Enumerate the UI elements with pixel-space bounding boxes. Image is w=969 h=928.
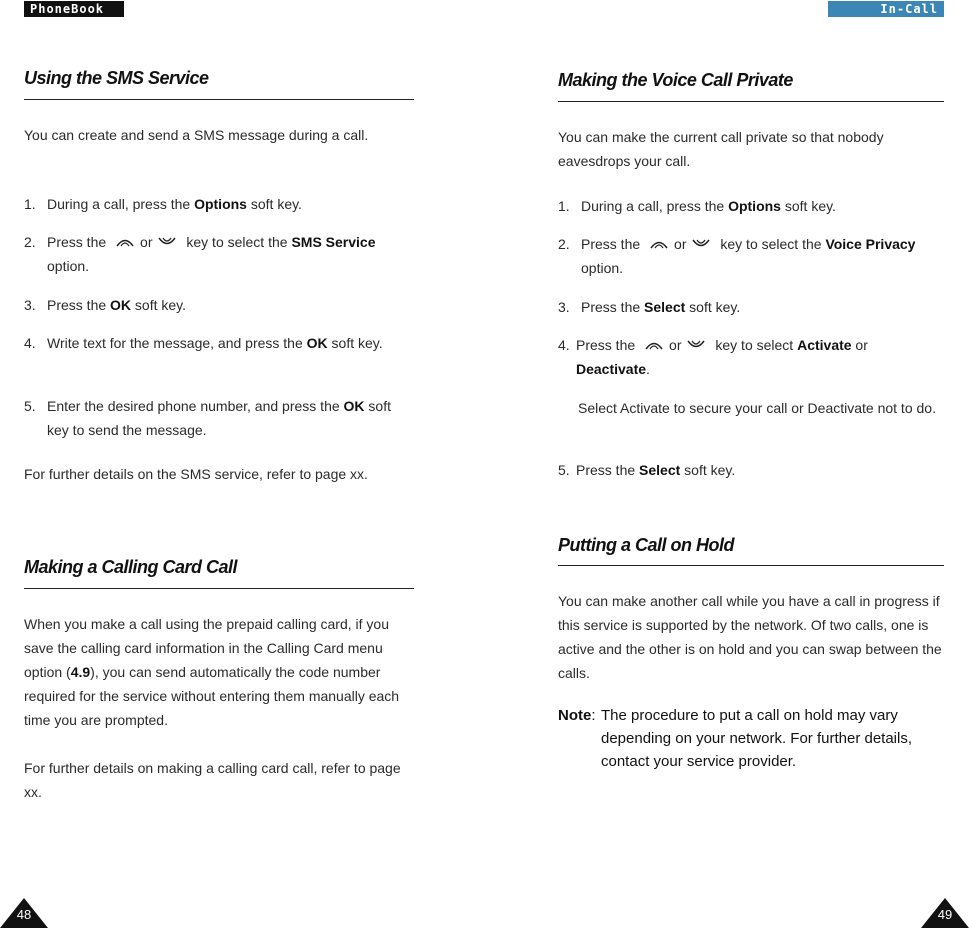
hold-title-rule bbox=[558, 565, 944, 566]
calling-card-section-title: Making a Calling Card Call bbox=[24, 557, 238, 577]
sms-section-title: Using the SMS Service bbox=[24, 68, 209, 88]
privacy-step-1: 1. During a call, press the Options soft key. bbox=[558, 198, 836, 214]
section-tag-phonebook: PhoneBook bbox=[24, 1, 124, 17]
privacy-section-title: Making the Voice Call Private bbox=[558, 70, 793, 90]
privacy-step-4-note: Select Activate to secure your call or Deactivate not to do. bbox=[578, 400, 936, 416]
up-key-icon bbox=[643, 338, 665, 352]
sms-intro: You can create and send a SMS message during a call. bbox=[24, 127, 369, 143]
privacy-intro: You can make the current call private so that nobody eavesdrops your call. bbox=[558, 129, 884, 169]
calling-card-paragraph: When you make a call using the prepaid calling card, if you save the calling card information in the Calling Card menu option (4.9), you can send automatically the code number required for the service without entering them manually each time you are prompted. bbox=[24, 616, 400, 728]
note-text: The procedure to put a call on hold may vary depending on your network. For further details, contact your service provider. bbox=[601, 707, 913, 770]
privacy-step-5: 5. Press the Select soft key. bbox=[558, 462, 736, 478]
up-key-icon bbox=[114, 235, 136, 249]
page-number-right: 49 bbox=[937, 907, 953, 922]
calling-card-further-details: For further details on making a calling card call, refer to page xx. bbox=[24, 760, 401, 800]
privacy-step-3: 3. Press the Select soft key. bbox=[558, 299, 741, 315]
sms-step-3: 3. Press the OK soft key. bbox=[24, 297, 187, 313]
section-tag-in-call-options: In-Call Options bbox=[828, 1, 944, 17]
hold-intro: You can make another call while you have a call in progress if this service is supported by the network. Of two calls, one is active and the other is on hold and you can swap between the calls. bbox=[558, 593, 942, 681]
privacy-step-4: 4. Press the or key to select Activate or Deactivate. bbox=[558, 337, 868, 377]
sms-step-2: 2. Press the or key to select the SMS Service option. bbox=[24, 234, 376, 274]
sms-further-details: For further details on the SMS service, refer to page xx. bbox=[24, 466, 368, 482]
down-key-icon bbox=[156, 235, 178, 249]
privacy-title-rule bbox=[558, 101, 944, 102]
sms-step-5: 5. Enter the desired phone number, and press the OK soft key to send the message. bbox=[24, 398, 391, 438]
up-key-icon bbox=[648, 237, 670, 251]
sms-step-1: 1. During a call, press the Options soft key. bbox=[24, 196, 302, 212]
hold-section-title: Putting a Call on Hold bbox=[558, 535, 734, 555]
hold-note: Note: The procedure to put a call on hold may vary depending on your network. For further details, contact your service provider. bbox=[558, 704, 944, 773]
down-key-icon bbox=[690, 237, 712, 251]
privacy-step-2: 2. Press the or key to select the Voice Privacy option. bbox=[558, 236, 916, 276]
down-key-icon bbox=[685, 338, 707, 352]
note-label: Note bbox=[558, 707, 592, 724]
sms-title-rule bbox=[24, 99, 414, 100]
sms-step-4: 4. Write text for the message, and press the OK soft key. bbox=[24, 335, 383, 351]
calling-card-title-rule bbox=[24, 588, 414, 589]
page-number-left: 48 bbox=[16, 907, 32, 922]
